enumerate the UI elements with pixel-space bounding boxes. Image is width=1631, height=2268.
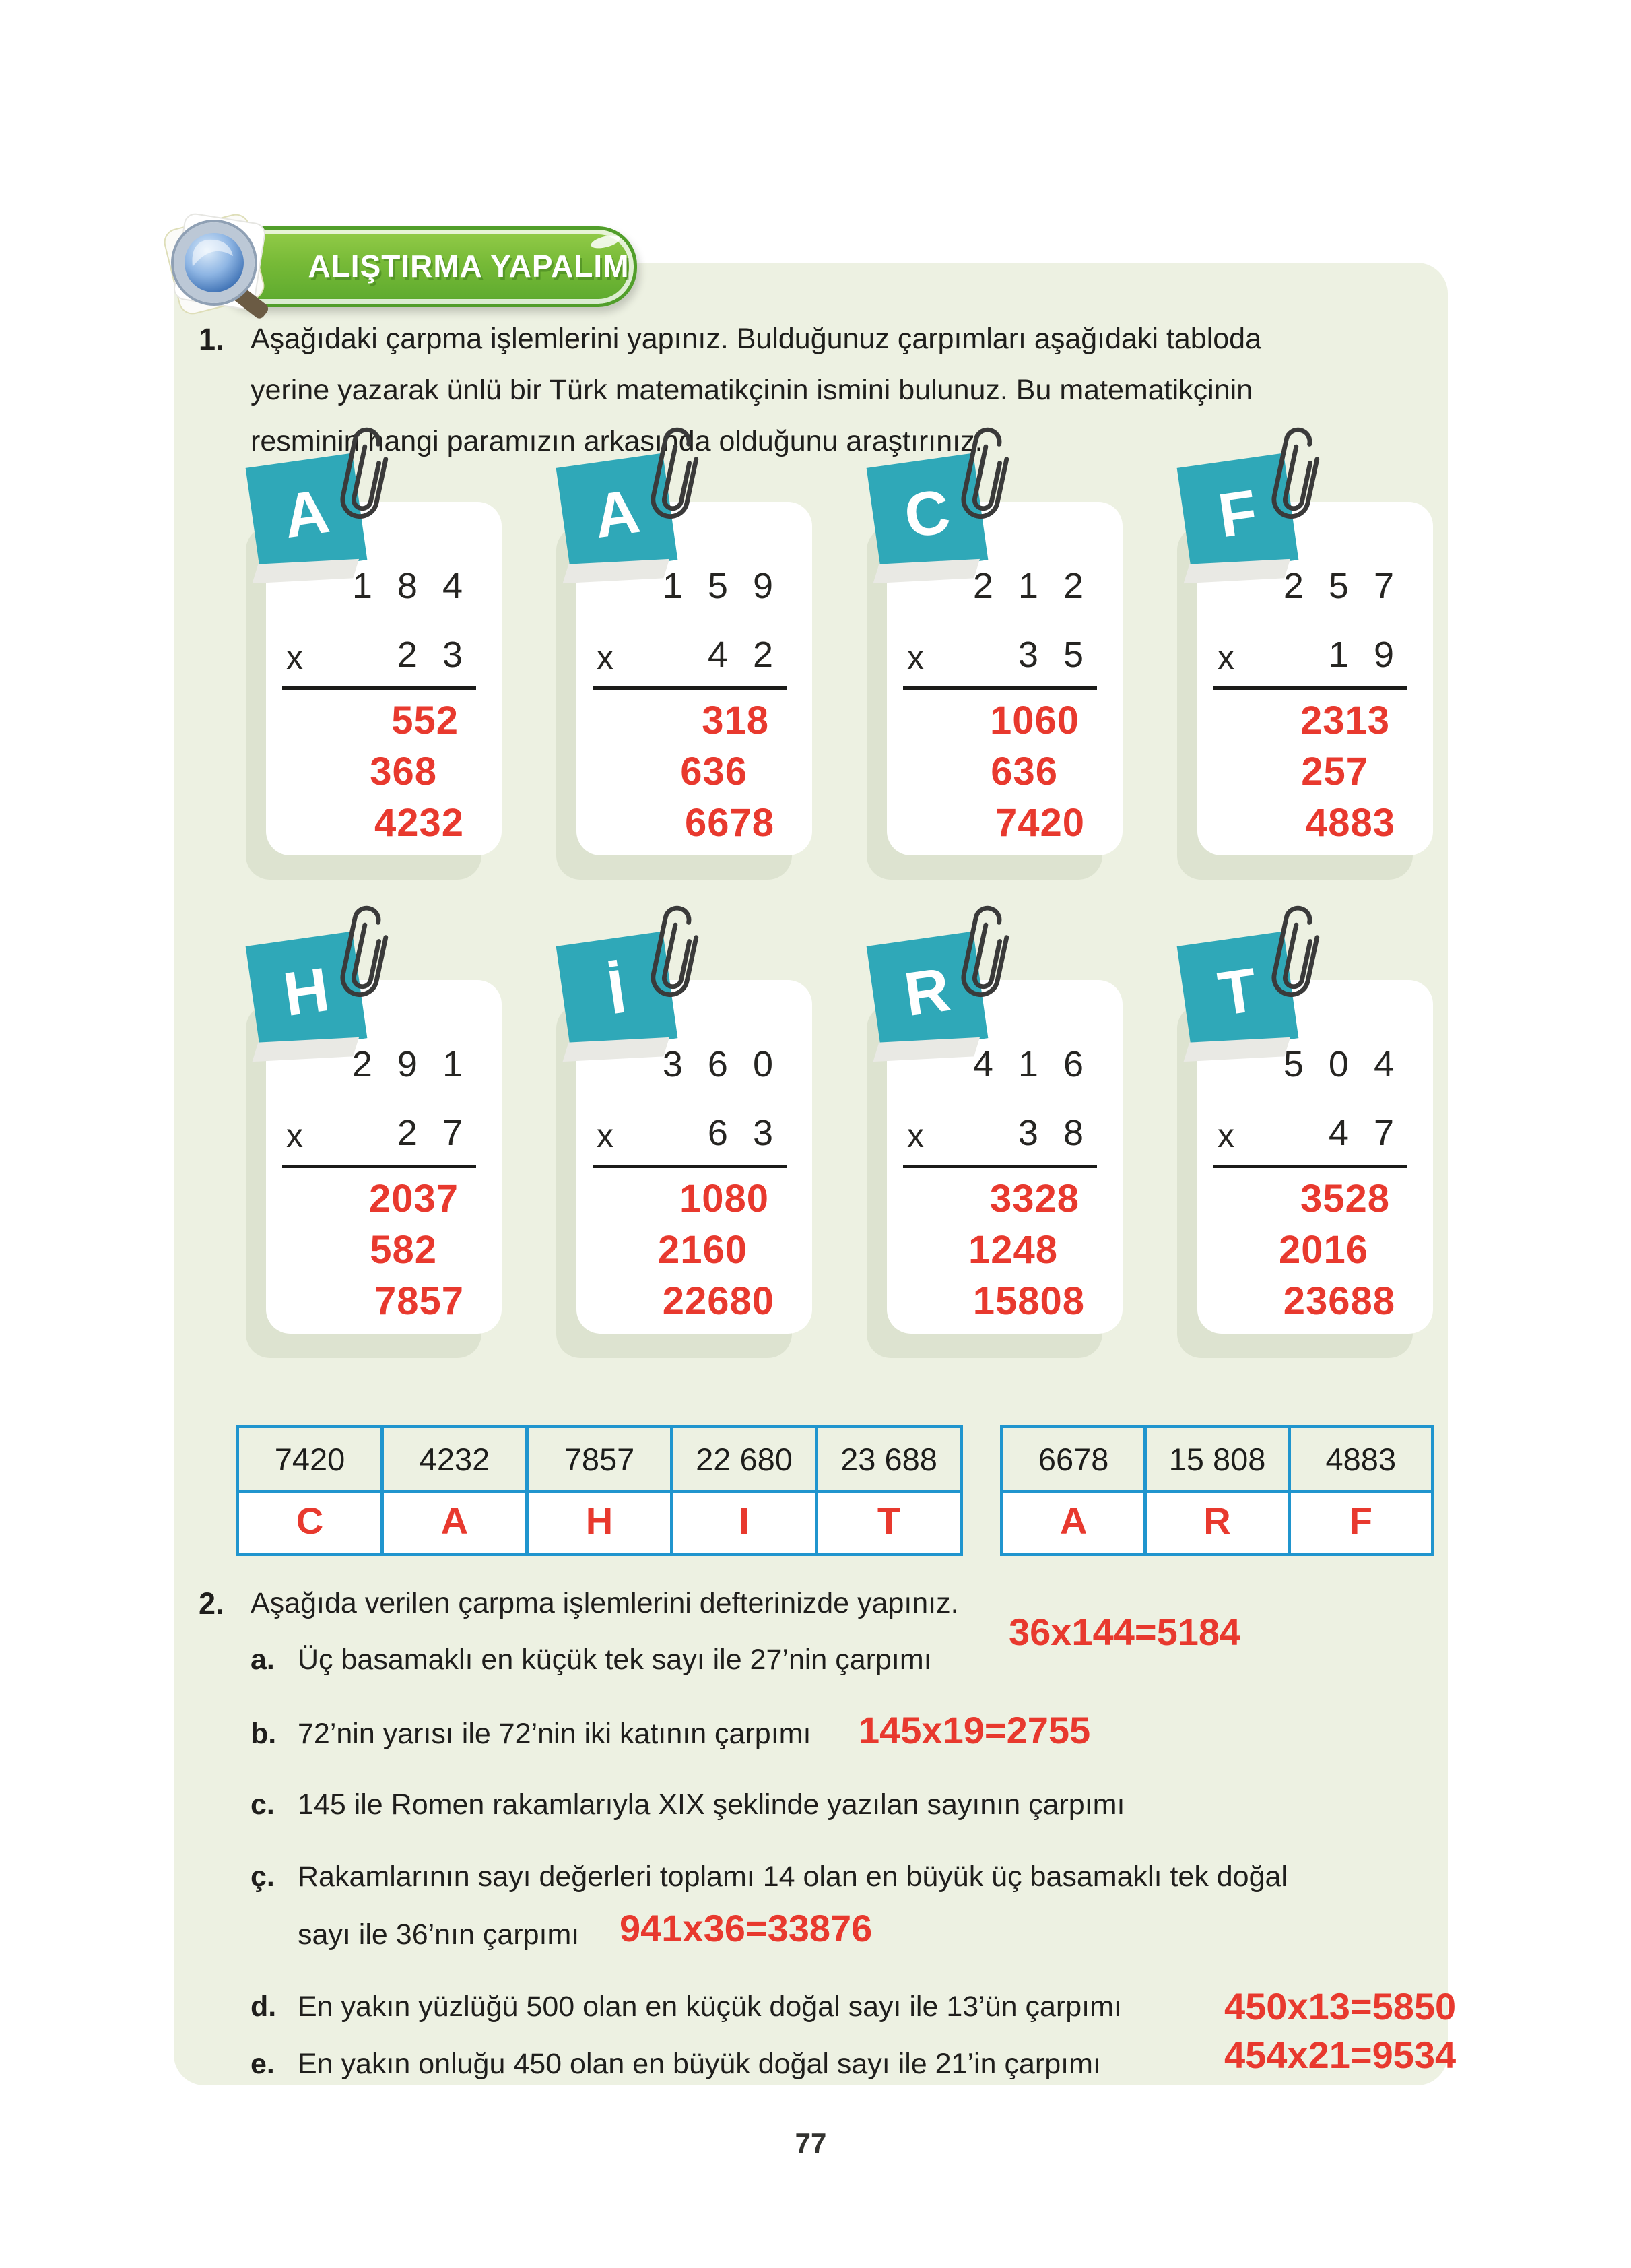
partial-product-1: 1080 bbox=[679, 1177, 769, 1221]
final-product: 7857 bbox=[374, 1279, 464, 1323]
table-header-cell: 15 808 bbox=[1147, 1428, 1287, 1490]
multiplier: 1 9 bbox=[1328, 635, 1398, 675]
answer-table-1 bbox=[236, 1425, 963, 1556]
final-product: 15808 bbox=[972, 1279, 1085, 1323]
multiplier: 3 5 bbox=[1018, 635, 1088, 675]
table-letter-cell: A bbox=[384, 1493, 525, 1553]
equals-line bbox=[282, 686, 476, 690]
results bbox=[576, 1173, 812, 1327]
equals-line bbox=[282, 1165, 476, 1168]
multiply-sign: x bbox=[597, 1117, 613, 1155]
multiply-sign: x bbox=[597, 639, 613, 676]
equals-line bbox=[593, 1165, 787, 1168]
table-letter-cell: I bbox=[673, 1493, 815, 1553]
multiplicand: 2 9 1 bbox=[352, 1044, 467, 1084]
note-letter: F bbox=[1214, 477, 1261, 551]
multiplier-row bbox=[576, 1111, 812, 1155]
multiplier-row bbox=[266, 1111, 502, 1155]
equals-line bbox=[1213, 1165, 1407, 1168]
partial-product-2: 1248 bbox=[968, 1228, 1058, 1272]
problem-card-i bbox=[576, 957, 812, 1334]
multiplicand: 5 0 4 bbox=[1283, 1044, 1398, 1084]
item-b-label: b. bbox=[251, 1718, 277, 1750]
multiplier-row bbox=[887, 633, 1123, 677]
item-d-text: En yakın yüzlüğü 500 olan en küçük doğal sayı ile 13’ün çarpımı bbox=[298, 1990, 1122, 2023]
multiplier-row bbox=[1197, 633, 1433, 677]
partial-product-1: 318 bbox=[702, 699, 769, 742]
partial-product-1: 3328 bbox=[989, 1177, 1079, 1221]
note-letter: A bbox=[279, 476, 333, 552]
multiply-sign: x bbox=[1218, 1117, 1234, 1155]
multiplicand: 2 5 7 bbox=[1283, 566, 1398, 606]
results bbox=[1197, 695, 1433, 849]
partial-product-1: 1060 bbox=[989, 699, 1079, 742]
final-product: 4883 bbox=[1305, 801, 1395, 845]
multiplicand: 3 6 0 bbox=[662, 1044, 777, 1084]
note-letter: R bbox=[900, 954, 954, 1030]
q2-intro: Aşağıda verilen çarpma işlemlerini defterinizde yapınız. bbox=[251, 1587, 959, 1619]
table-header-cell: 23 688 bbox=[818, 1428, 960, 1490]
table-header-cell: 7857 bbox=[529, 1428, 670, 1490]
note-letter: İ bbox=[603, 957, 630, 1028]
multiplier: 6 3 bbox=[707, 1113, 777, 1153]
results bbox=[1197, 1173, 1433, 1327]
q1-line2: yerine yazarak ünlü bir Türk matematikçinin ismini bulunuz. Bu matematikçinin bbox=[251, 374, 1253, 406]
item-b-answer: 145x19=2755 bbox=[859, 1709, 1091, 1751]
item-c-text: 145 ile Romen rakamlarıyla XIX şeklinde yazılan sayının çarpımı bbox=[298, 1788, 1125, 1821]
item-cc-text-line2: sayı ile 36’nın çarpımı bbox=[298, 1918, 580, 1951]
item-e-answer: 454x21=9534 bbox=[1224, 2034, 1457, 2076]
multiply-sign: x bbox=[1218, 639, 1234, 676]
table-header-cell: 4883 bbox=[1291, 1428, 1431, 1490]
equals-line bbox=[593, 686, 787, 690]
answer-table-2 bbox=[1000, 1425, 1434, 1556]
partial-product-1: 2313 bbox=[1300, 699, 1390, 742]
note-letter: C bbox=[900, 476, 954, 552]
item-d-answer: 450x13=5850 bbox=[1224, 1985, 1457, 2028]
table-letter-cell: R bbox=[1147, 1493, 1287, 1553]
final-product: 22680 bbox=[662, 1279, 774, 1323]
results bbox=[266, 695, 502, 849]
problem-card-a2 bbox=[576, 476, 812, 855]
item-cc-text-line1: Rakamlarının sayı değerleri toplamı 14 olan en büyük üç basamaklı tek doğal bbox=[298, 1860, 1288, 1893]
final-product: 23688 bbox=[1283, 1279, 1395, 1323]
final-product: 7420 bbox=[995, 801, 1085, 845]
q2-number: 2. bbox=[199, 1586, 224, 1621]
multiply-sign: x bbox=[907, 639, 924, 676]
item-b-text: 72’nin yarısı ile 72’nin iki katının çarpımı bbox=[298, 1718, 811, 1750]
multiplicand: 4 1 6 bbox=[972, 1044, 1088, 1084]
results bbox=[266, 1173, 502, 1327]
multiplicand: 1 5 9 bbox=[662, 566, 777, 606]
partial-product-2: 2160 bbox=[657, 1228, 747, 1272]
problem-card-c bbox=[887, 476, 1123, 855]
multiplier-row bbox=[1197, 1111, 1433, 1155]
multiplier: 2 3 bbox=[397, 635, 467, 675]
partial-product-2: 368 bbox=[370, 750, 437, 793]
equals-line bbox=[903, 1165, 1097, 1168]
multiply-sign: x bbox=[286, 639, 303, 676]
partial-product-2: 636 bbox=[680, 750, 747, 793]
final-product: 4232 bbox=[374, 801, 464, 845]
multiplier: 4 2 bbox=[707, 635, 777, 675]
multiplier: 3 8 bbox=[1018, 1113, 1088, 1153]
table-header-cell: 4232 bbox=[384, 1428, 525, 1490]
q1-line1: Aşağıdaki çarpma işlemlerini yapınız. Bulduğunuz çarpımları aşağıdaki tabloda bbox=[251, 323, 1262, 355]
item-cc-label: ç. bbox=[251, 1860, 275, 1893]
item-a-answer: 36x144=5184 bbox=[1009, 1611, 1241, 1653]
note-letter: H bbox=[279, 954, 333, 1030]
problem-card-t bbox=[1197, 955, 1433, 1334]
problem-card-f bbox=[1197, 477, 1433, 855]
item-cc-answer: 941x36=33876 bbox=[620, 1907, 873, 1949]
table-header-cell: 6678 bbox=[1003, 1428, 1143, 1490]
multiplier-row bbox=[576, 633, 812, 677]
final-product: 6678 bbox=[684, 801, 774, 845]
note-letter: T bbox=[1214, 955, 1261, 1029]
magnifier-icon bbox=[152, 199, 287, 334]
partial-product-2: 636 bbox=[991, 750, 1058, 793]
multiply-sign: x bbox=[286, 1117, 303, 1155]
problem-card-r bbox=[887, 954, 1123, 1334]
table-letter-cell: T bbox=[818, 1493, 960, 1553]
note-letter: A bbox=[589, 476, 644, 552]
results bbox=[887, 1173, 1123, 1327]
table-header-cell: 22 680 bbox=[673, 1428, 815, 1490]
section-title: ALIŞTIRMA YAPALIM bbox=[308, 249, 630, 284]
partial-product-1: 3528 bbox=[1300, 1177, 1390, 1221]
problem-card-h bbox=[266, 954, 502, 1334]
multiply-sign: x bbox=[907, 1117, 924, 1155]
item-c-label: c. bbox=[251, 1788, 275, 1821]
table-letter-cell: C bbox=[239, 1493, 380, 1553]
item-d-label: d. bbox=[251, 1990, 277, 2023]
q1-line3: resminin hangi paramızın arkasında olduğunu araştırınız. bbox=[251, 425, 983, 457]
multiplier-row bbox=[887, 1111, 1123, 1155]
partial-product-2: 582 bbox=[370, 1228, 437, 1272]
page-number: 77 bbox=[795, 2127, 827, 2159]
results bbox=[887, 695, 1123, 849]
table-letter-cell: H bbox=[529, 1493, 670, 1553]
partial-product-1: 2037 bbox=[368, 1177, 459, 1221]
partial-product-2: 257 bbox=[1301, 750, 1368, 793]
item-a-text: Üç basamaklı en küçük tek sayı ile 27’nin çarpımı bbox=[298, 1644, 932, 1676]
equals-line bbox=[903, 686, 1097, 690]
item-a-label: a. bbox=[251, 1644, 275, 1676]
table-header-cell: 7420 bbox=[239, 1428, 380, 1490]
multiplicand: 1 8 4 bbox=[352, 566, 467, 606]
q1-number: 1. bbox=[199, 322, 224, 356]
multiplier: 2 7 bbox=[397, 1113, 467, 1153]
multiplicand: 2 1 2 bbox=[972, 566, 1088, 606]
partial-product-2: 2016 bbox=[1278, 1228, 1368, 1272]
problem-card-a1 bbox=[266, 476, 502, 855]
results bbox=[576, 695, 812, 849]
multiplier-row bbox=[266, 633, 502, 677]
equals-line bbox=[1213, 686, 1407, 690]
table-letter-cell: F bbox=[1291, 1493, 1431, 1553]
multiplier: 4 7 bbox=[1328, 1113, 1398, 1153]
item-e-text: En yakın onluğu 450 olan en büyük doğal sayı ile 21’in çarpımı bbox=[298, 2048, 1101, 2080]
partial-product-1: 552 bbox=[391, 699, 459, 742]
item-e-label: e. bbox=[251, 2048, 275, 2080]
table-letter-cell: A bbox=[1003, 1493, 1143, 1553]
